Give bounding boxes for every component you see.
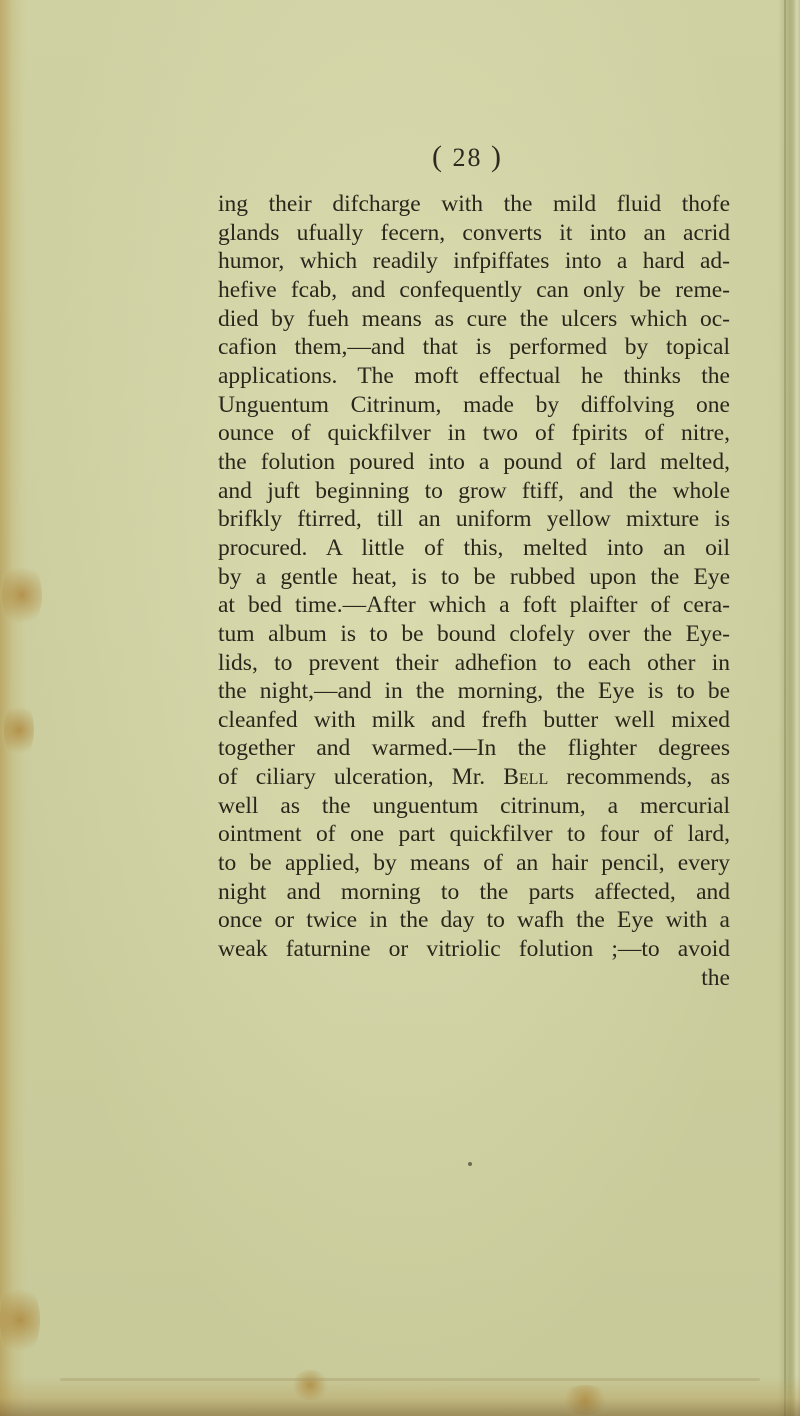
text-line: brifkly ftirred, till an uniform yellow mixture is: [218, 506, 730, 533]
text-line: night and morning to the parts affected, and: [218, 878, 730, 905]
text-line: at bed time.—After which a foft plaifter of cera-: [218, 592, 730, 619]
text-line: applications. The moft effectual he thinks the: [218, 362, 730, 389]
text-line: hefive fcab, and confequently can only be reme-: [218, 276, 730, 303]
text-line: by a gentle heat, is to be rubbed upon the Eye: [218, 563, 730, 590]
page-number: [432, 140, 512, 174]
text-line: glands ufually fecern, converts it into an acrid: [218, 219, 730, 246]
page-number-close-paren: ): [491, 140, 503, 173]
text-line: well as the unguentum citrinum, a mercurial: [218, 792, 730, 819]
ink-speck: [468, 1162, 472, 1166]
text-line: to be applied, by means of an hair pencil, every: [218, 850, 730, 877]
text-line: died by fueh means as cure the ulcers which oc-: [218, 305, 730, 332]
text-line: cleanfed with milk and frefh butter well mixed: [218, 706, 730, 733]
author-name: Bell: [503, 764, 549, 791]
text-fragment: of ciliary ulceration, Mr.: [218, 764, 504, 791]
text-line: procured. A little of this, melted into an oil: [218, 534, 730, 561]
text-line: tum album is to be bound clofely over the Eye-: [218, 620, 730, 647]
text-fragment: recommends, as: [548, 764, 730, 791]
page-number-open-paren: (: [432, 140, 444, 173]
right-gutter: [778, 0, 800, 1416]
text-line: cafion them,—and that is performed by topical: [218, 334, 730, 361]
text-line: the night,—and in the morning, the Eye is to be: [218, 678, 730, 705]
foxing-spot: [2, 560, 42, 630]
text-line: and juft beginning to grow ftiff, and the whole: [218, 477, 730, 504]
text-line: Unguentum Citrinum, made by diffolving one: [218, 391, 730, 418]
text-line: lids, to prevent their adhefion to each other in: [218, 649, 730, 676]
page-number-value: 28: [452, 143, 483, 172]
body-text: [218, 190, 730, 992]
text-line: ounce of quickfilver in two of fpirits of nitre,: [218, 420, 730, 447]
text-line: humor, which readily infpiffates into a hard ad-: [218, 248, 730, 275]
foxing-spot: [0, 1280, 40, 1360]
text-line: ing their difcharge with the mild fluid thofe: [218, 191, 730, 217]
text-line: the folution poured into a pound of lard melted,: [218, 448, 730, 475]
gutter-shadow: [784, 0, 786, 1416]
text-line: together and warmed.—In the flighter degrees: [218, 735, 730, 762]
text-line: weak faturnine or vitriolic folution ;—to avoid: [218, 936, 730, 963]
bottom-edge-stain: [0, 1376, 800, 1416]
foxing-spot: [4, 700, 34, 760]
catchword: the: [701, 964, 730, 991]
text-line-with-name: [218, 763, 730, 792]
text-line: ointment of one part quickfilver to four of lard,: [218, 821, 730, 848]
text-line: once or twice in the day to wafh the Eye with a: [218, 907, 730, 934]
